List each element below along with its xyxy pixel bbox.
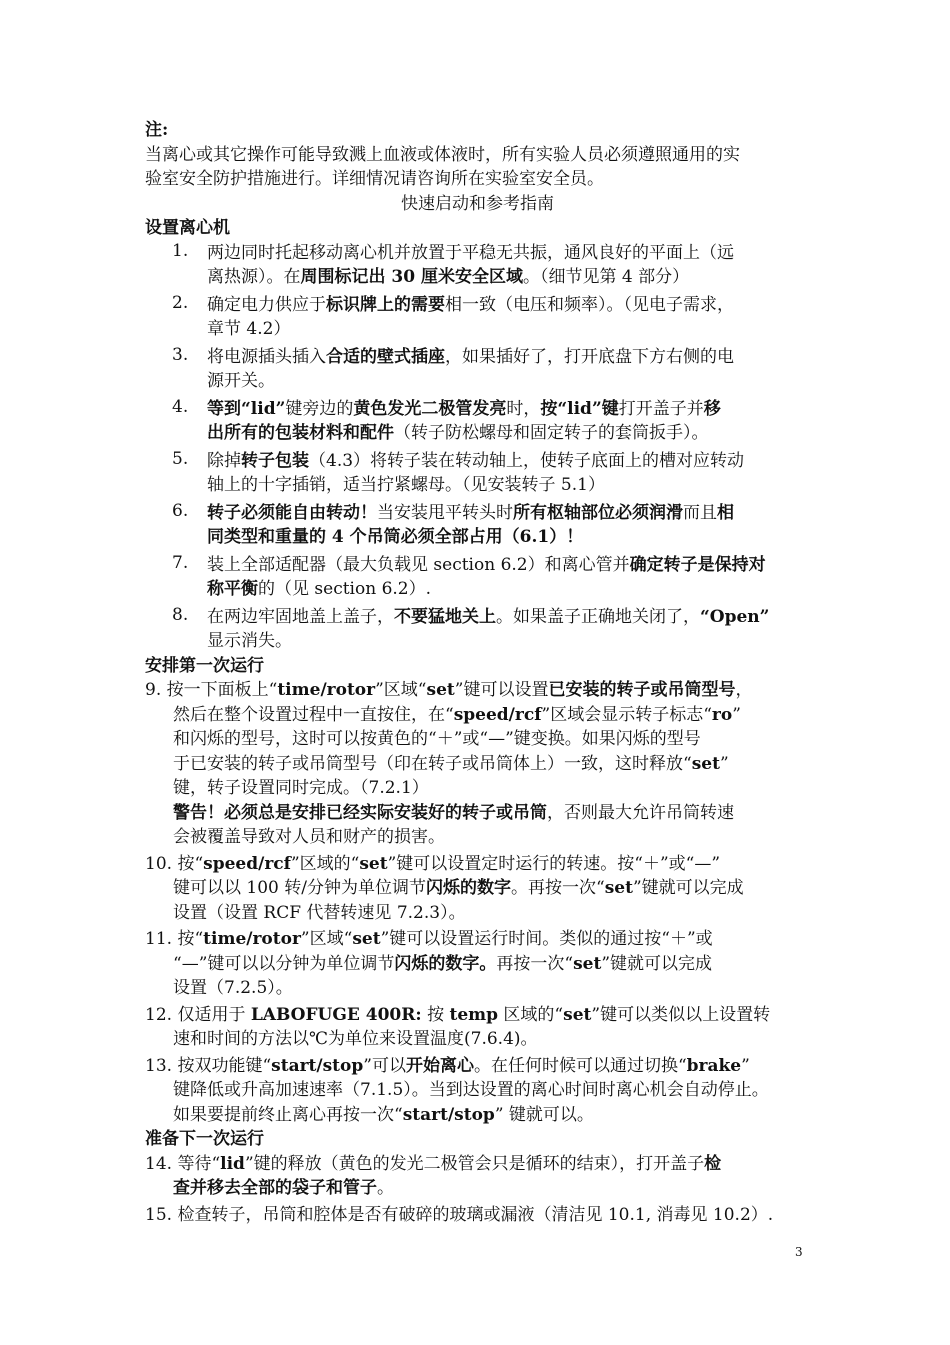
run-step bbox=[145, 678, 810, 850]
text-run: ”键可以类似以上设置转 bbox=[591, 1004, 771, 1025]
bold-text: temp bbox=[449, 1004, 499, 1025]
text-line bbox=[207, 501, 810, 526]
first-run-heading: 安排第一次运行 bbox=[145, 655, 264, 676]
bold-text: 黄色发光二极管发亮 bbox=[353, 398, 507, 419]
text-line bbox=[145, 801, 810, 826]
bold-text: time/rotor bbox=[203, 929, 301, 949]
text-line bbox=[207, 293, 810, 318]
text-run: ，否则最大允许吊筒转速 bbox=[547, 802, 734, 823]
text-run: 再按一次“ bbox=[496, 953, 574, 974]
text-line bbox=[145, 1176, 810, 1201]
setup-step bbox=[145, 501, 810, 550]
text-line bbox=[145, 825, 810, 850]
setup-step bbox=[145, 345, 810, 394]
text-run: 将电源插头插入 bbox=[207, 346, 326, 367]
text-line bbox=[145, 727, 810, 752]
setup-step bbox=[145, 449, 810, 498]
bold-text: 查并移去全部的袋子和管子 bbox=[173, 1178, 377, 1198]
text-run: ”键可以设置定时运行的转速。按“＋”或“—” bbox=[387, 853, 721, 874]
text-run: ”键可以设置 bbox=[454, 680, 549, 700]
text-run: 键旁边的 bbox=[285, 398, 354, 419]
text-line bbox=[145, 1078, 810, 1103]
text-run: 然后在整个设置过程中一直按住，在“ bbox=[173, 704, 454, 725]
bold-text: 不要猛地关上 bbox=[394, 606, 496, 627]
text-line bbox=[145, 1103, 810, 1128]
text-line bbox=[145, 1003, 810, 1028]
bold-text: speed/rcf bbox=[203, 853, 291, 874]
text-line bbox=[207, 265, 810, 290]
text-run: 13. 按双功能键“ bbox=[145, 1055, 272, 1076]
document-body bbox=[145, 118, 810, 1227]
run-step bbox=[145, 1203, 810, 1228]
step-number: 5. bbox=[172, 448, 189, 469]
text-run: 15. 检查转子，吊筒和腔体是否有破碎的玻璃或漏液（清洁见 10.1, 消毒见 10.2）. bbox=[145, 1204, 774, 1225]
bold-text: 警告！必须总是安排已经实际安装好的转子或吊筒 bbox=[173, 802, 547, 823]
text-run: 而且 bbox=[683, 502, 717, 523]
text-run: 确定电力供应于 bbox=[207, 294, 326, 315]
bold-text: 周围标记出 30 厘米安全区域 bbox=[300, 267, 523, 287]
bold-text: brake bbox=[686, 1055, 742, 1076]
text-line bbox=[145, 1152, 810, 1177]
text-run: 当安装甩平转头时 bbox=[377, 502, 513, 523]
text-run: 。 bbox=[377, 1178, 394, 1198]
bold-text: 移 bbox=[703, 398, 721, 419]
bold-text: 转子必须能自由转动！ bbox=[207, 502, 377, 523]
text-run: 。如果盖子正确地关闭了， bbox=[496, 606, 700, 627]
bold-text: 出所有的包装材料和配件 bbox=[207, 423, 394, 443]
note-label: 注: bbox=[145, 120, 169, 140]
run-step bbox=[145, 927, 810, 1001]
text-run: 。再按一次“ bbox=[510, 878, 605, 898]
text-line bbox=[145, 852, 810, 877]
step-number: 2. bbox=[172, 292, 189, 313]
text-run: 设置（7.2.5）。 bbox=[173, 978, 293, 998]
bold-text: 合适的壁式插座 bbox=[326, 346, 445, 367]
setup-step bbox=[145, 293, 810, 342]
text-line bbox=[145, 776, 810, 801]
bold-text: 所有枢轴部位必须润滑 bbox=[513, 502, 683, 523]
setup-step bbox=[145, 605, 810, 654]
text-run: 会被覆盖导致对人员和财产的损害。 bbox=[173, 827, 445, 847]
step-number: 6. bbox=[172, 500, 189, 521]
text-run: ，如果插好了，打开底盘下方右侧的电 bbox=[445, 346, 734, 367]
bold-text: speed/rcf bbox=[453, 704, 542, 725]
text-run: 打开盖子并 bbox=[618, 398, 704, 419]
bold-text: set bbox=[359, 853, 388, 874]
text-run: 于已安装的转子或吊筒型号（印在转子或吊筒体上）一致，这时释放“ bbox=[173, 753, 692, 774]
next-run-steps bbox=[145, 1152, 810, 1228]
text-line bbox=[207, 553, 810, 578]
step-number: 8. bbox=[172, 604, 189, 625]
text-line bbox=[207, 317, 810, 342]
bold-text: set bbox=[573, 953, 602, 974]
bold-text: set bbox=[563, 1004, 592, 1025]
text-run: 在两边牢固地盖上盖子， bbox=[207, 606, 394, 627]
text-run: ”区域会显示转子标志“ bbox=[541, 704, 712, 725]
text-line bbox=[145, 1203, 810, 1228]
text-line bbox=[145, 752, 810, 777]
text-run: 。（细节见第 4 部分） bbox=[523, 267, 690, 287]
bold-text: start/stop bbox=[271, 1055, 364, 1076]
text-line bbox=[145, 1027, 810, 1052]
text-line bbox=[207, 241, 810, 266]
setup-step bbox=[145, 553, 810, 602]
text-line bbox=[145, 876, 810, 901]
bold-text: LABOFUGE 400R: bbox=[250, 1004, 422, 1025]
text-run: 键，转子设置同时完成。（7.2.1） bbox=[173, 778, 429, 798]
first-run-steps bbox=[145, 678, 810, 1127]
text-run: “—”键可以以分钟为单位调节 bbox=[173, 953, 395, 974]
text-run: 9. 按一下面板上“ bbox=[145, 680, 278, 700]
bold-text: 已安装的转子或吊筒型号 bbox=[548, 680, 736, 700]
text-run: ”可以 bbox=[363, 1055, 406, 1076]
next-run-heading: 准备下一次运行 bbox=[145, 1129, 264, 1149]
bold-text: 确定转子是保持对 bbox=[629, 554, 766, 575]
note-line: 当离心或其它操作可能导致溅上血液或体液时，所有实验人员必须遵照通用的实 bbox=[145, 144, 740, 165]
bold-text: 标识牌上的需要 bbox=[326, 294, 445, 315]
run-step bbox=[145, 852, 810, 926]
text-line bbox=[207, 397, 810, 422]
text-run: 源开关。 bbox=[207, 371, 275, 391]
text-run: 按 bbox=[421, 1004, 450, 1025]
text-line bbox=[207, 577, 810, 602]
bold-text: 同类型和重量的 4 个吊筒必须全部占用（6.1）！ bbox=[207, 527, 584, 547]
text-run: ” 键就可以。 bbox=[494, 1104, 594, 1125]
text-run: 14. 等待“ bbox=[145, 1153, 221, 1174]
bold-text: 闪烁的数字。 bbox=[394, 953, 497, 974]
text-line bbox=[145, 703, 810, 728]
text-run: 的（见 section 6.2）. bbox=[258, 579, 432, 599]
text-run: 和闪烁的型号，这时可以按黄色的“＋”或“—”键变换。如果闪烁的型号 bbox=[173, 729, 701, 749]
text-run: ”区域“ bbox=[375, 680, 427, 700]
text-run: 键可以以 100 转/分钟为单位调节 bbox=[173, 878, 426, 898]
text-run: 时， bbox=[506, 398, 541, 419]
text-run: 章节 4.2） bbox=[207, 319, 291, 339]
bold-text: start/stop bbox=[402, 1104, 495, 1125]
bold-text: 闪烁的数字 bbox=[425, 878, 511, 898]
bold-text: 按“lid”键 bbox=[540, 398, 619, 419]
text-run: ”区域的“ bbox=[290, 853, 360, 874]
step-number: 3. bbox=[172, 344, 189, 365]
step-number: 1. bbox=[172, 240, 189, 261]
bold-text: 开始离心 bbox=[405, 1055, 474, 1076]
text-line bbox=[145, 678, 810, 703]
bold-text: 称平衡 bbox=[207, 579, 258, 599]
note-text bbox=[145, 143, 810, 192]
text-run: 两边同时托起移动离心机并放置于平稳无共振，通风良好的平面上（远 bbox=[207, 242, 734, 263]
text-run: 10. 按“ bbox=[145, 853, 204, 874]
bold-text: “Open” bbox=[700, 606, 770, 627]
step-number: 7. bbox=[172, 552, 189, 573]
text-run: 装上全部适配器（最大负载见 section 6.2）和离心管并 bbox=[207, 554, 630, 575]
text-run: ”键就可以完成 bbox=[601, 953, 713, 974]
run-step bbox=[145, 1003, 810, 1052]
text-line bbox=[207, 369, 810, 394]
guide-title: 快速启动和参考指南 bbox=[401, 193, 554, 214]
text-line bbox=[145, 927, 810, 952]
text-run: ”键可以设置运行时间。类似的通过按“＋”或 bbox=[380, 929, 713, 949]
note-line: 验室安全防护措施进行。详细情况请咨询所在实验室安全员。 bbox=[145, 169, 604, 189]
step-number: 4. bbox=[172, 396, 189, 417]
text-run: 轴上的十字插销，适当拧紧螺母。（见安装转子 5.1） bbox=[207, 475, 605, 495]
text-run: ” bbox=[732, 704, 741, 725]
text-run: ， bbox=[735, 680, 753, 700]
run-step bbox=[145, 1054, 810, 1128]
bold-text: 检 bbox=[704, 1153, 722, 1174]
text-run: 除掉 bbox=[207, 450, 241, 471]
bold-text: set bbox=[352, 929, 381, 949]
text-run: 12. 仅适用于 bbox=[145, 1004, 251, 1025]
text-run: ” bbox=[719, 753, 729, 774]
bold-text: 转子包装 bbox=[241, 450, 309, 471]
bold-text: set bbox=[604, 878, 633, 898]
text-line bbox=[207, 605, 810, 630]
text-run: ” bbox=[741, 1055, 750, 1076]
text-line bbox=[207, 629, 810, 654]
text-run: 11. 按“ bbox=[145, 929, 204, 949]
setup-steps-list bbox=[145, 241, 810, 654]
text-run: ”区域“ bbox=[300, 929, 353, 949]
text-line bbox=[145, 901, 810, 926]
text-line bbox=[207, 449, 810, 474]
text-run: 。在任何时候可以通过切换“ bbox=[473, 1055, 687, 1076]
text-line bbox=[207, 525, 810, 550]
bold-text: lid bbox=[220, 1153, 245, 1174]
page-number: 3 bbox=[795, 1245, 803, 1259]
text-run: 显示消失。 bbox=[207, 631, 292, 651]
text-run: （转子防松螺母和固定转子的套筒扳手）。 bbox=[394, 423, 709, 443]
run-step bbox=[145, 1152, 810, 1201]
text-line bbox=[145, 1054, 810, 1079]
text-run: ”键就可以完成 bbox=[632, 878, 744, 898]
setup-step bbox=[145, 397, 810, 446]
text-line bbox=[207, 345, 810, 370]
text-run: 离热源）。在 bbox=[207, 267, 301, 287]
text-line bbox=[145, 976, 810, 1001]
bold-text: ro bbox=[711, 704, 733, 725]
text-run: 速和时间的方法以℃为单位来设置温度(7.6.4)。 bbox=[173, 1029, 538, 1049]
text-line bbox=[145, 952, 810, 977]
text-run: 区域的“ bbox=[498, 1004, 564, 1025]
text-line bbox=[207, 421, 810, 446]
bold-text: 相 bbox=[717, 502, 734, 523]
text-run: 相一致（电压和频率）。（见电子需求， bbox=[445, 294, 734, 315]
setup-step bbox=[145, 241, 810, 290]
bold-text: 等到“lid” bbox=[207, 398, 286, 419]
text-run: 如果要提前终止离心再按一次“ bbox=[173, 1104, 403, 1125]
text-run: （4.3）将转子装在转动轴上，使转子底面上的槽对应转动 bbox=[309, 450, 745, 471]
setup-heading: 设置离心机 bbox=[145, 218, 230, 238]
text-line bbox=[207, 473, 810, 498]
bold-text: set bbox=[426, 680, 455, 700]
text-run: 键降低或升高加速速率（7.1.5）。当到达设置的离心时间时离心机会自动停止。 bbox=[173, 1080, 769, 1100]
bold-text: time/rotor bbox=[277, 680, 376, 700]
bold-text: set bbox=[691, 753, 720, 774]
text-run: ”键的释放（黄色的发光二极管会只是循环的结束），打开盖子 bbox=[244, 1153, 705, 1174]
text-run: 设置（设置 RCF 代替转速见 7.2.3）。 bbox=[173, 902, 466, 923]
